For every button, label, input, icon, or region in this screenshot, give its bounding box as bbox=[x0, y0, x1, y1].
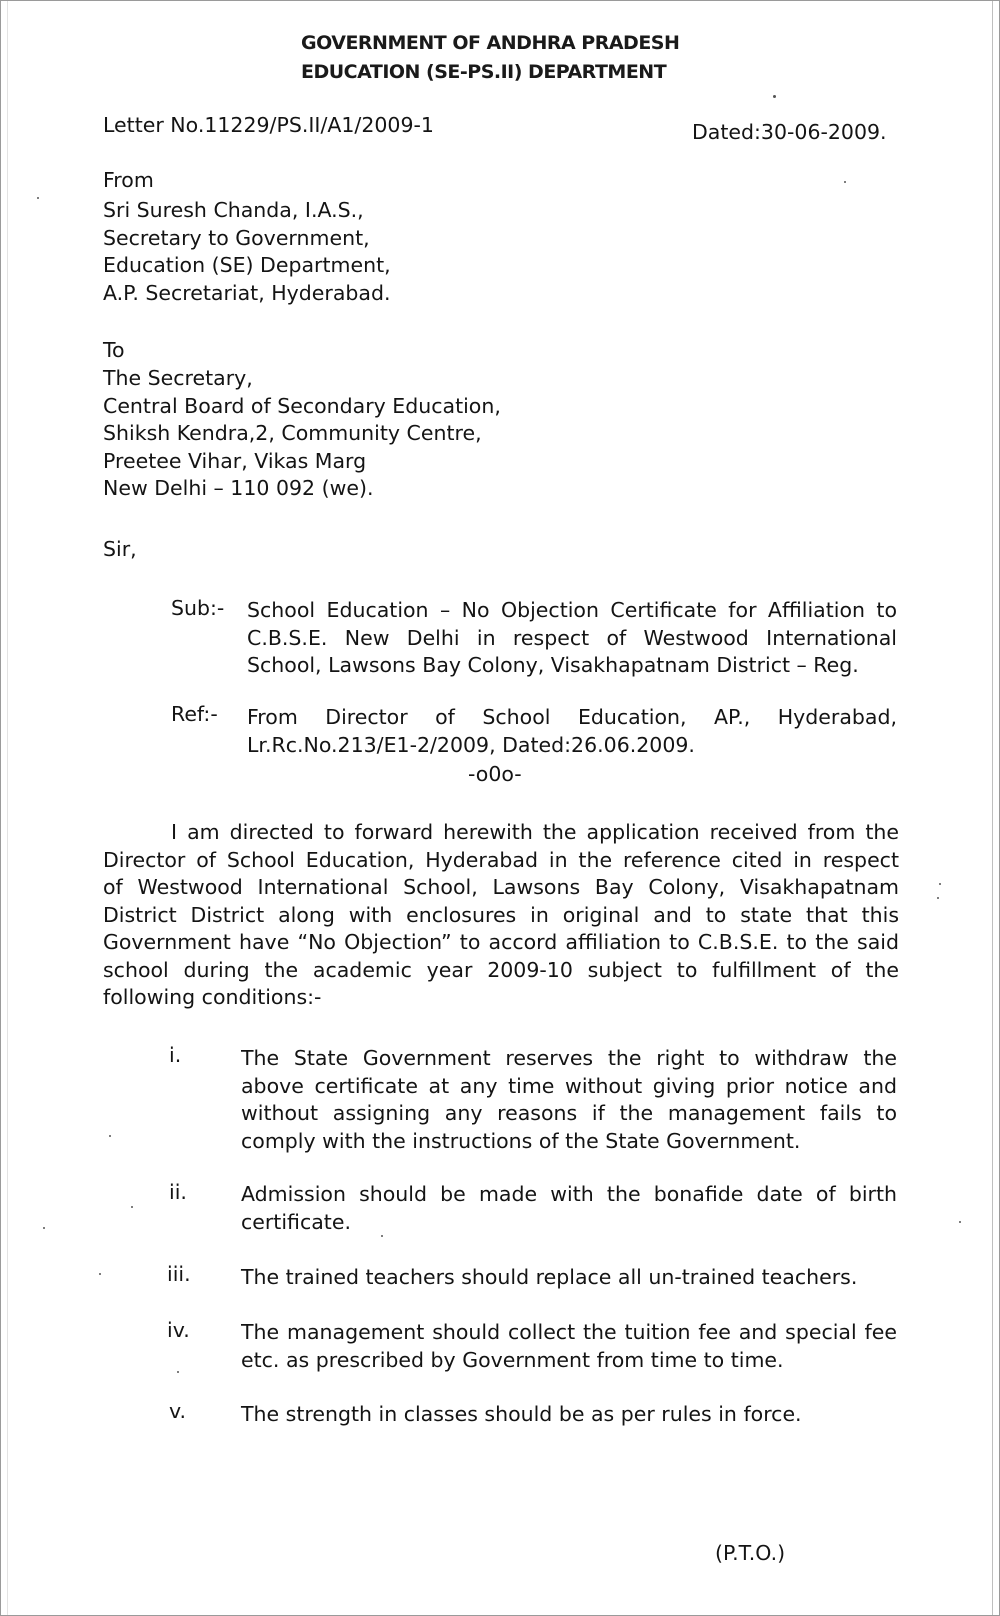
condition-line: The State Government reserves the right to withdraw the bbox=[241, 1046, 897, 1070]
to-line: New Delhi – 110 092 (we). bbox=[103, 476, 374, 500]
scan-speck bbox=[381, 1235, 383, 1237]
scan-speck bbox=[109, 1135, 111, 1137]
to-line: Preetee Vihar, Vikas Marg bbox=[103, 448, 367, 473]
scan-speck bbox=[37, 197, 39, 199]
header-government: GOVERNMENT OF ANDHRA PRADESH bbox=[301, 32, 680, 54]
scan-speck bbox=[177, 1371, 179, 1373]
body-line: school during the academic year 2009-10 subject to fulfillment of the bbox=[103, 957, 899, 982]
subject-line: School, Lawsons Bay Colony, Visakhapatnam District – Reg. bbox=[247, 653, 859, 677]
reference-text bbox=[247, 704, 897, 759]
body-line: following conditions:- bbox=[103, 985, 322, 1009]
scan-speck bbox=[131, 1206, 133, 1208]
scan-speck bbox=[959, 1221, 961, 1223]
pto-marker: (P.T.O.) bbox=[715, 1541, 786, 1565]
letter-number: Letter No.11229/PS.II/A1/2009-1 bbox=[103, 113, 434, 137]
salutation: Sir, bbox=[103, 537, 137, 561]
condition-line: The strength in classes should be as per rules in force. bbox=[241, 1402, 802, 1426]
separator-mark: -o0o- bbox=[468, 762, 522, 786]
condition-text bbox=[241, 1181, 897, 1236]
condition-line: above certificate at any time without giving prior notice and bbox=[241, 1073, 897, 1098]
from-label: From bbox=[103, 168, 154, 192]
condition-line: etc. as prescribed by Government from time to time. bbox=[241, 1347, 784, 1372]
condition-numeral: iv. bbox=[167, 1318, 190, 1342]
to-label: To bbox=[103, 338, 125, 362]
scan-speck bbox=[43, 1227, 45, 1229]
scan-speck bbox=[939, 883, 941, 885]
scan-speck bbox=[937, 897, 939, 899]
scan-speck bbox=[99, 1273, 101, 1275]
subject-text bbox=[247, 597, 897, 680]
scan-speck bbox=[773, 95, 776, 98]
subject-line: School Education – No Objection Certificate for Affiliation to bbox=[247, 598, 897, 622]
condition-numeral: ii. bbox=[169, 1180, 187, 1204]
body-line: Government have “No Objection” to accord affiliation to C.B.S.E. to the said bbox=[103, 930, 899, 954]
condition-numeral: i. bbox=[169, 1043, 182, 1067]
condition-line: without assigning any reasons if the management fails to bbox=[241, 1101, 897, 1125]
body-line: of Westwood International School, Lawsons Bay Colony, Visakhapatnam bbox=[103, 875, 899, 899]
condition-text bbox=[241, 1264, 901, 1292]
condition-line: Admission should be made with the bonafide date of birth bbox=[241, 1182, 897, 1206]
body-line: I am directed to forward herewith the application received from the bbox=[171, 820, 899, 844]
from-address bbox=[103, 197, 391, 307]
subject-line: C.B.S.E. New Delhi in respect of Westwood International bbox=[247, 625, 897, 650]
condition-numeral: v. bbox=[169, 1399, 187, 1423]
reference-line: Lr.Rc.No.213/E1-2/2009, Dated:26.06.2009. bbox=[247, 732, 695, 757]
condition-text bbox=[241, 1401, 901, 1429]
header-department: EDUCATION (SE-PS.II) DEPARTMENT bbox=[301, 61, 667, 83]
condition-text bbox=[241, 1319, 897, 1374]
reference-line: From Director of School Education, AP., Hyderabad, bbox=[247, 705, 897, 729]
condition-numeral: iii. bbox=[167, 1262, 191, 1286]
from-line: Education (SE) Department, bbox=[103, 253, 391, 277]
body-line: District District along with enclosures in original and to state that this bbox=[103, 902, 899, 927]
condition-line: The management should collect the tuition fee and special fee bbox=[241, 1320, 897, 1344]
to-address bbox=[103, 365, 501, 503]
body-line: Director of School Education, Hyderabad in the reference cited in respect bbox=[103, 847, 899, 872]
condition-text bbox=[241, 1045, 897, 1155]
condition-line: certificate. bbox=[241, 1209, 351, 1234]
to-line: Central Board of Secondary Education, bbox=[103, 393, 501, 418]
from-line: Secretary to Government, bbox=[103, 225, 370, 250]
subject-label: Sub:- bbox=[171, 596, 225, 620]
condition-line: comply with the instructions of the State Government. bbox=[241, 1128, 801, 1153]
from-line: A.P. Secretariat, Hyderabad. bbox=[103, 280, 391, 305]
condition-line: The trained teachers should replace all un-trained teachers. bbox=[241, 1265, 858, 1289]
reference-label: Ref:- bbox=[171, 702, 218, 726]
from-line: Sri Suresh Chanda, I.A.S., bbox=[103, 198, 364, 222]
to-line: Shiksh Kendra,2, Community Centre, bbox=[103, 421, 482, 445]
letter-date: Dated:30-06-2009. bbox=[692, 120, 887, 144]
body-paragraph bbox=[103, 819, 899, 1012]
scan-speck bbox=[844, 181, 846, 183]
to-line: The Secretary, bbox=[103, 366, 253, 390]
